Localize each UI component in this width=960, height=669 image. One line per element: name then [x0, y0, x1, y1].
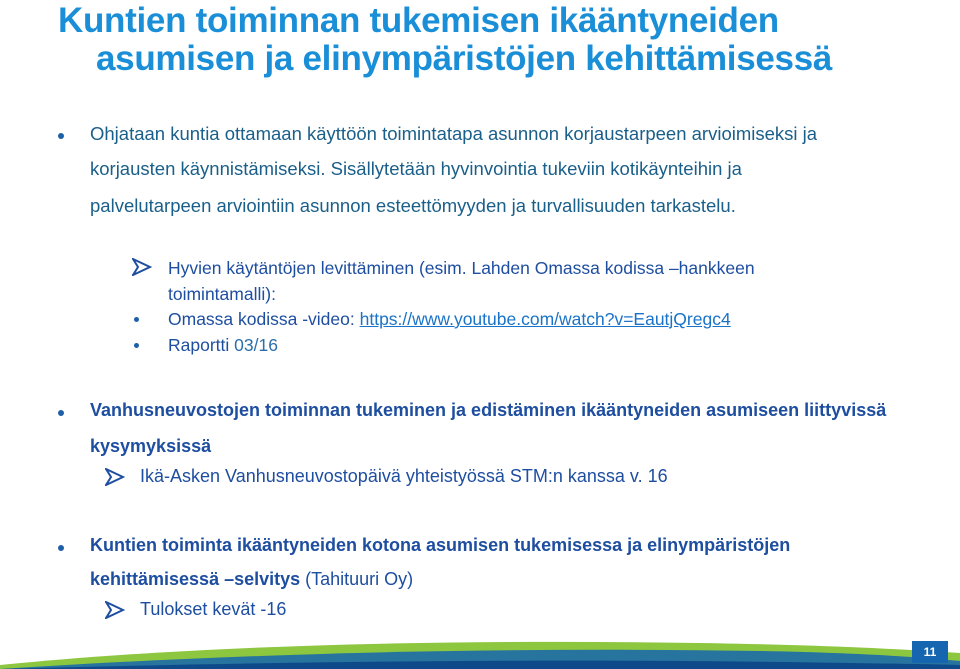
video-link[interactable]: https://www.youtube.com/watch?v=EautjQregc4 — [359, 309, 731, 329]
bullet-2-marker — [58, 410, 64, 416]
bullet-2-line-2: kysymyksissä — [90, 436, 212, 456]
bullet-1-line-1: Ohjataan kuntia ottamaan käyttöön toimintatapa asunnon korjaustarpeen arvioimiseksi ja — [90, 123, 818, 144]
title-line-2: asumisen ja elinympäristöjen kehittämisessä — [96, 39, 833, 78]
bullet-1-line-2: korjausten käynnistämiseksi. Sisällytetään hyvinvointia tukeviin kotikäynteihin ja — [90, 158, 742, 179]
video-item — [168, 309, 731, 330]
bullet-3-line-2 — [90, 569, 413, 590]
arrow-bullet-icon — [105, 601, 125, 619]
video-label: Omassa kodissa -video: — [168, 309, 360, 329]
report-date: 03/16 — [234, 335, 278, 355]
bullet-2-line-1: Vanhusneuvostojen toiminnan tukeminen ja edistäminen ikääntyneiden asumiseen liittyvissä — [90, 400, 887, 420]
sub-bullet-video-marker — [134, 317, 139, 322]
sub-bullet-report-marker — [134, 343, 139, 348]
footer-wave-decoration — [0, 635, 960, 669]
bullet-3-marker — [58, 545, 64, 551]
page-number: 11 — [912, 641, 948, 663]
bullet-1-marker — [58, 133, 64, 139]
best-practices-line-1: Hyvien käytäntöjen levittäminen (esim. Lahden Omassa kodissa –hankkeen — [168, 258, 755, 278]
bullet-1-line-3: palvelutarpeen arviointiin asunnon esteettömyyden ja turvallisuuden tarkastelu. — [90, 195, 736, 216]
arrow-bullet-icon — [105, 468, 125, 486]
bullet-2-sub-item: Ikä-Asken Vanhusneuvostopäivä yhteistyössä STM:n kanssa v. 16 — [140, 466, 668, 486]
title-line-1: Kuntien toiminnan tukemisen ikääntyneiden — [58, 1, 779, 40]
slide-title — [58, 2, 948, 78]
best-practices-line-2: toimintamalli): — [168, 284, 276, 304]
survey-author: (Tahituuri Oy) — [300, 569, 414, 589]
report-label: Raportti — [168, 335, 235, 355]
bullet-3-line-1: Kuntien toiminta ikääntyneiden kotona asumisen tukemisessa ja elinympäristöjen — [90, 535, 791, 555]
arrow-bullet-icon — [132, 258, 152, 276]
survey-title: kehittämisessä –selvitys — [90, 569, 301, 589]
report-item — [168, 335, 278, 356]
bullet-3-sub-item: Tulokset kevät -16 — [140, 599, 287, 619]
